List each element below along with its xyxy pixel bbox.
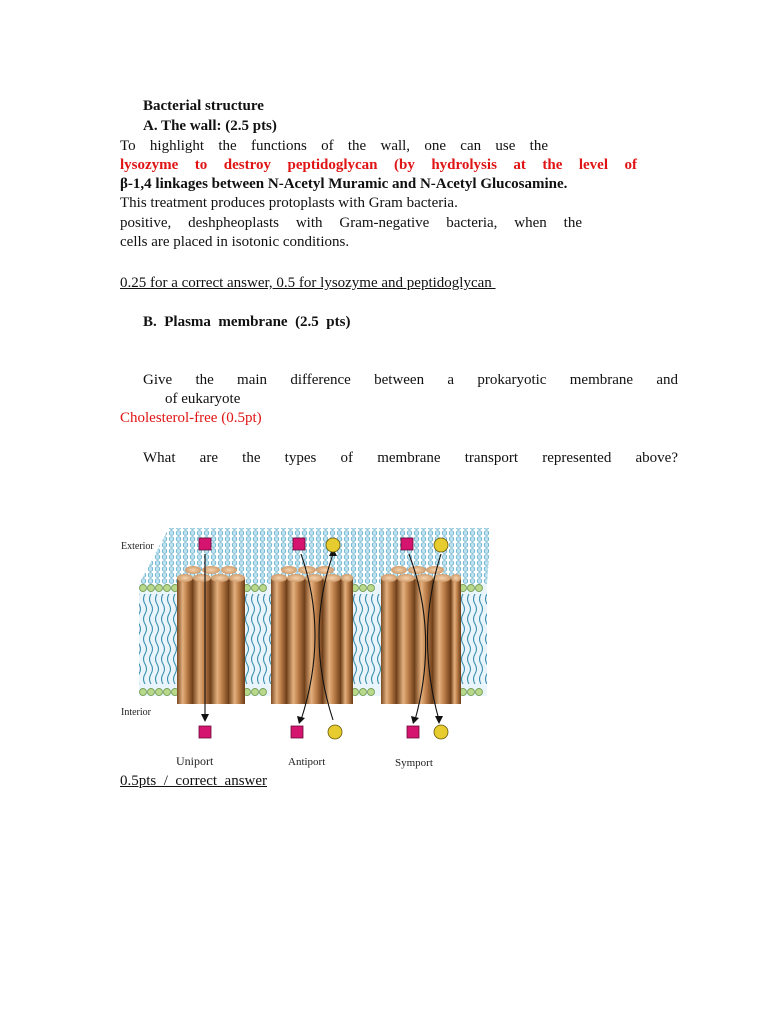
section-title: Bacterial structure <box>143 98 264 114</box>
section-b-heading: B. Plasma membrane (2.5 pts) <box>143 314 351 330</box>
paragraph-line-5: positive, deshpheoplasts with Gram-negative bacteria, when the <box>120 215 582 231</box>
paragraph-line-3: β-1,4 linkages between N-Acetyl Muramic and N-Acetyl Glucosamine. <box>120 176 568 192</box>
interior-label: Interior <box>121 707 151 718</box>
paragraph-line-6: cells are placed in isotonic conditions. <box>120 234 350 250</box>
section-b-grading: 0.5pts / correct answer <box>120 773 268 789</box>
symport-protein <box>381 566 461 704</box>
uniport-protein <box>177 566 245 704</box>
paragraph-line-4: This treatment produces protoplasts with Gram bacteria. <box>120 195 458 211</box>
paragraph-line-2: lysozyme to destroy peptidoglycan (by hydrolysis at the level of <box>120 157 637 173</box>
antiport-protein <box>271 566 353 704</box>
section-a-grading: 0.25 for a correct answer, 0.5 for lysozyme and peptidoglycan <box>120 275 496 291</box>
paragraph-line-1: To highlight the functions of the wall, one can use the <box>120 138 548 154</box>
antiport-label: Antiport <box>288 756 326 768</box>
exterior-label: Exterior <box>121 541 154 552</box>
membrane-transport-diagram <box>119 524 493 772</box>
membrane-illustration <box>119 524 493 772</box>
solute-icons-interior <box>199 725 448 739</box>
section-a-heading: A. The wall: (2.5 pts) <box>143 118 277 134</box>
question-1-line-2: of eukaryote <box>165 391 241 407</box>
symport-label: Symport <box>395 757 433 769</box>
uniport-label: Uniport <box>176 754 214 768</box>
question-1-line-1: Give the main difference between a prokaryotic membrane and <box>143 372 678 388</box>
question-2: What are the types of membrane transport represented above? <box>143 450 678 466</box>
answer-1: Cholesterol-free (0.5pt) <box>120 410 262 426</box>
